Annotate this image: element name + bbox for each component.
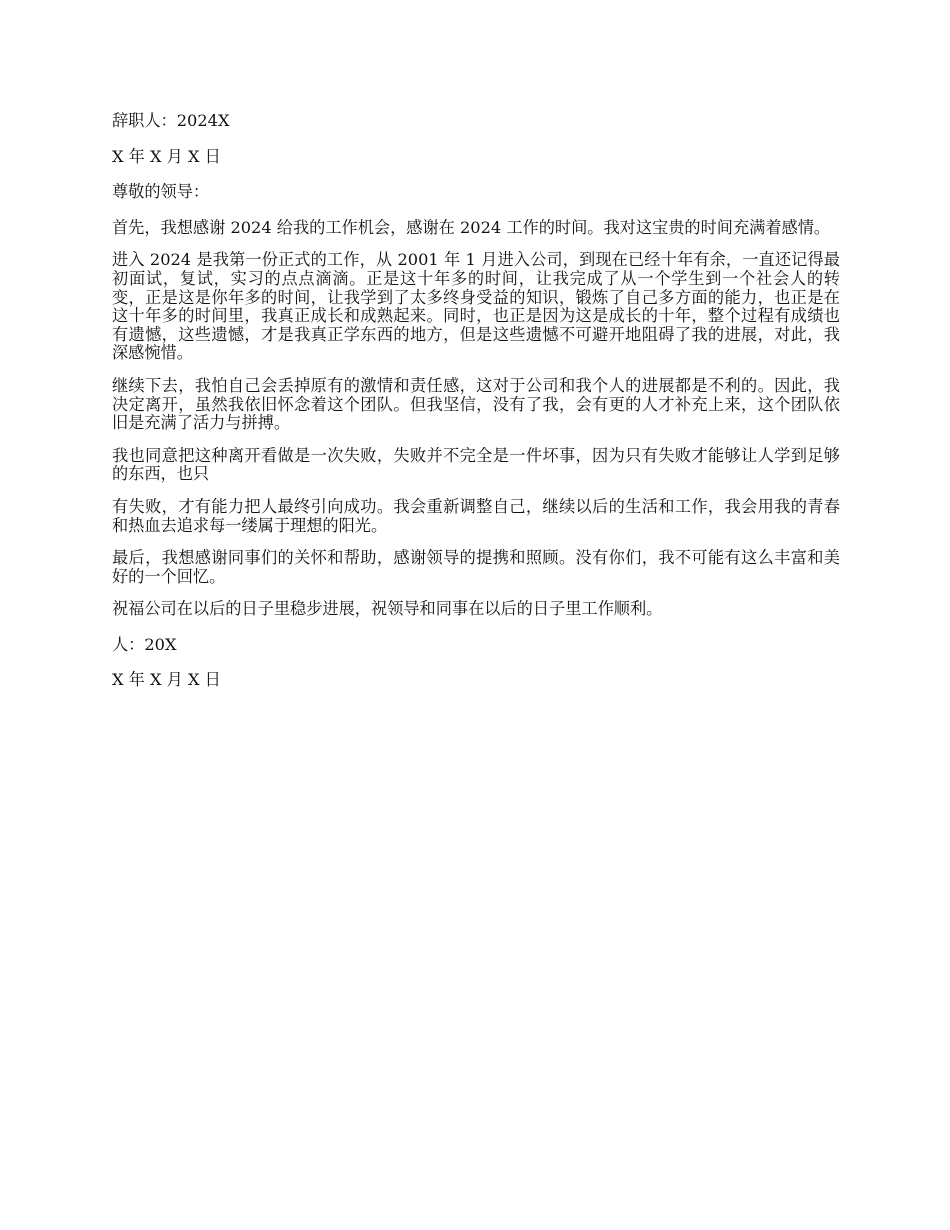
closing-date-line: X 年 X 月 X 日 [112, 670, 221, 690]
salutation: 尊敬的领导： [112, 182, 210, 202]
paragraph-gratitude: 最后，我想感谢同事们的关怀和帮助，感谢领导的提携和照顾。没有你们，我不可能有这么丰富和美好的一个回忆。 [112, 548, 840, 586]
signature-line: 人：20X [112, 634, 177, 654]
date-line: X 年 X 月 X 日 [112, 146, 221, 166]
paragraph-failure-part2: 有失败，才有能力把人最终引向成功。我会重新调整自己，继续以后的生活和工作，我会用我的青春和热血去追求每一缕属于理想的阳光。 [112, 496, 840, 535]
paragraph-thanks: 首先，我想感谢 2024 给我的工作机会，感谢在 2024 工作的时间。我对这宝贵的时间充满着感情。 [112, 217, 831, 237]
paragraph-failure-part1: 我也同意把这种离开看做是一次失败，失败并不完全是一件坏事，因为只有失败才能够让人学到足够的东西，也只 [112, 445, 840, 484]
document-body [112, 112, 840, 707]
paragraph-history: 进入 2024 是我第一份正式的工作，从 2001 年 1 月进入公司，到现在已经十年有余，一直还记得最初面试，复试，实习的点点滴滴。正是这十年多的时间，让我完成了从一个学生到一个社会人的转变，正是这是你年多的时间，让我学到了太多终身受益的知识，锻炼了自己多方面的能力，也正是在这十年多的时间里，我真正成长和成熟起来。同时，也正是因为这是成长的十年，整个过程有成绩也有遗憾，这些遗憾，才是我真正学东西的地方，但是这些遗憾不可避开地阻碍了我的进展，对此，我深感惋惜。 [112, 250, 840, 363]
resigner-line: 辞职人：2024X [112, 111, 230, 130]
paragraph-blessing: 祝福公司在以后的日子里稳步进展，祝领导和同事在以后的日子里工作顺利。 [112, 599, 663, 619]
paragraph-decision: 继续下去，我怕自己会丢掉原有的激情和责任感，这对于公司和我个人的进展都是不利的。因此，我决定离开，虽然我依旧怀念着这个团队。但我坚信，没有了我，会有更的人才补充上来，这个团队依旧是充满了活力与拼搏。 [112, 375, 840, 433]
